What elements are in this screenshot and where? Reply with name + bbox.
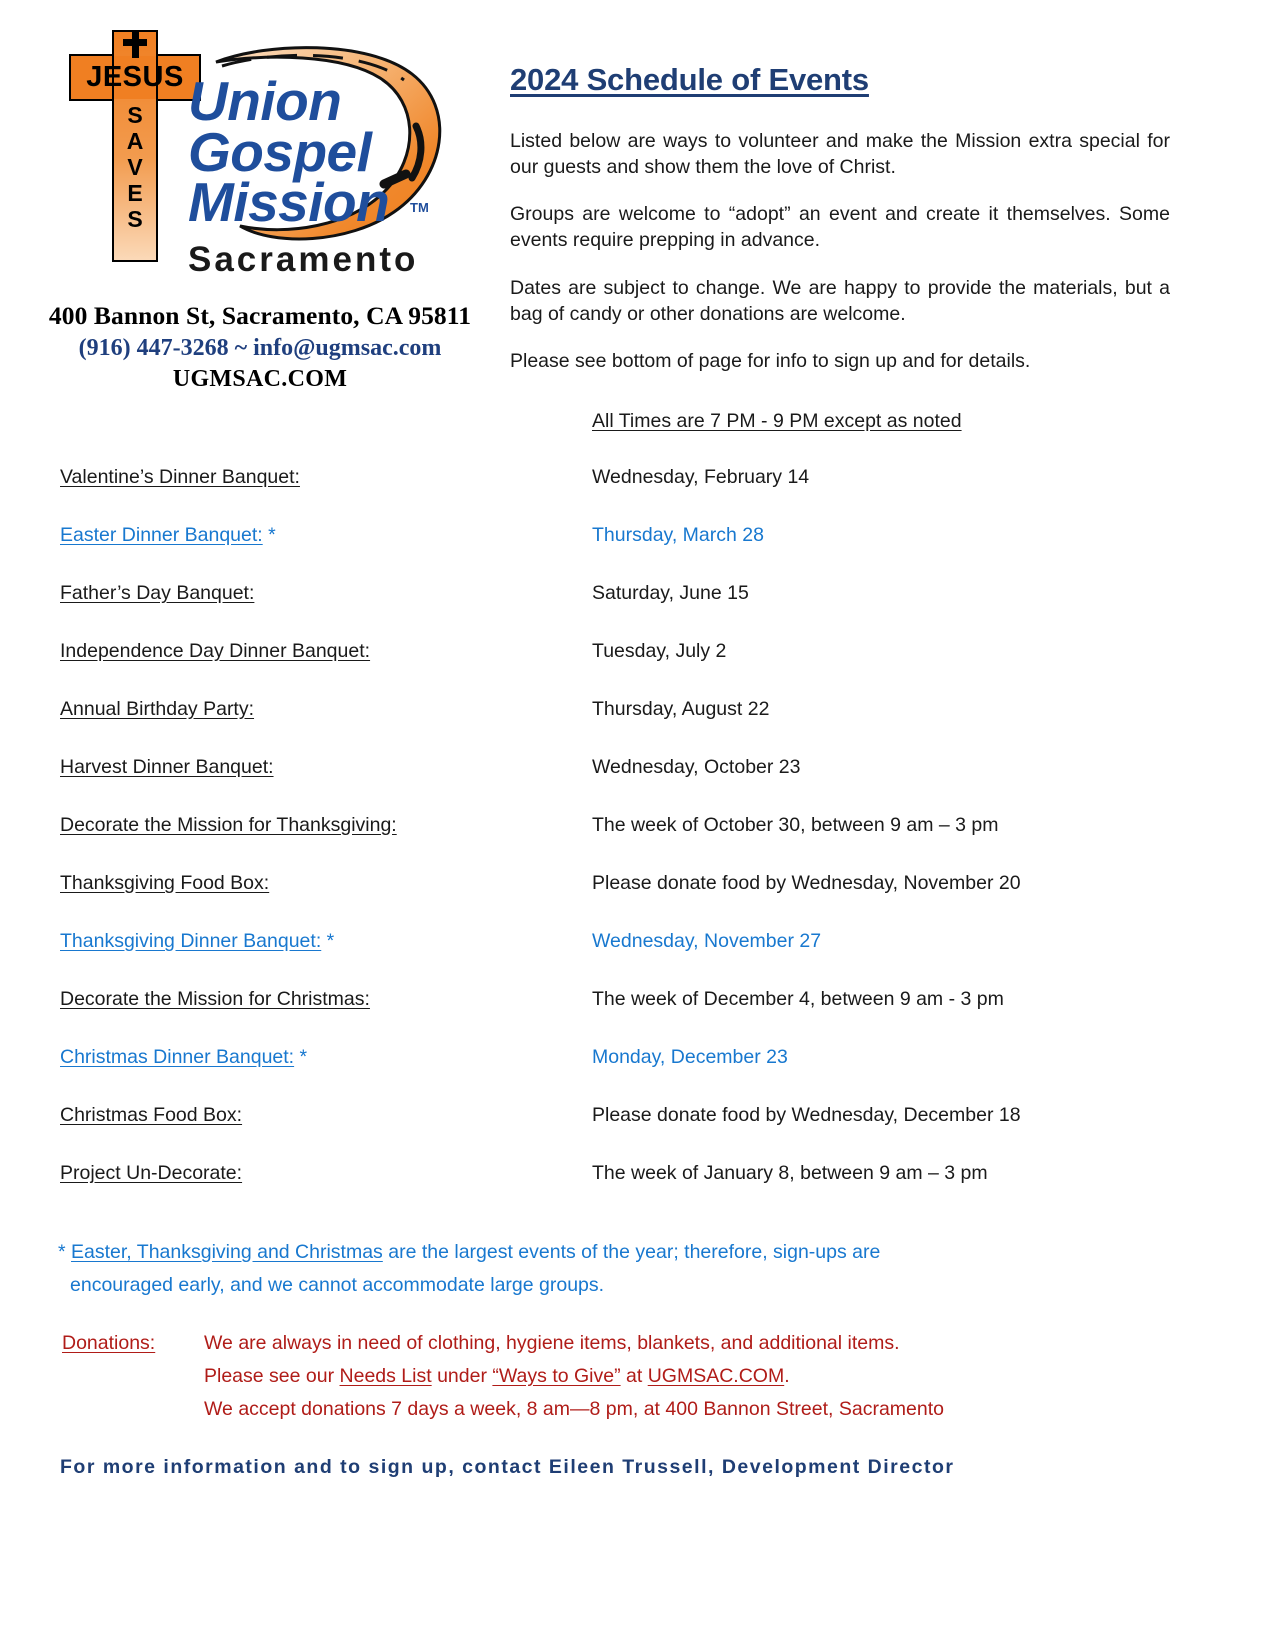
event-label xyxy=(60,524,276,546)
event-date: Monday, December 23 xyxy=(592,1046,788,1068)
event-label xyxy=(60,1046,307,1068)
donations-line2-period: . xyxy=(784,1365,790,1387)
intro-paragraph-1: Listed below are ways to volunteer and make the Mission extra special for our guests and show them the love of Christ. xyxy=(510,130,1170,179)
logo-name-line1: Union xyxy=(188,70,342,132)
intro-block xyxy=(510,62,1170,374)
event-label xyxy=(60,640,370,662)
event-row xyxy=(0,1104,1275,1162)
event-label xyxy=(60,698,254,720)
event-label-text: Harvest Dinner Banquet: xyxy=(60,756,274,778)
organization-logo xyxy=(45,18,475,396)
event-date: Please donate food by Wednesday, November 20 xyxy=(592,872,1021,894)
event-asterisk: * xyxy=(321,930,335,952)
event-label-text: Independence Day Dinner Banquet: xyxy=(60,640,371,662)
ways-to-give-link[interactable]: “Ways to Give” xyxy=(492,1365,621,1387)
donations-line-1: We are always in need of clothing, hygiene items, blankets, and additional items. xyxy=(204,1332,900,1354)
footnote-line2: encouraged early, and we cannot accommodate large groups. xyxy=(70,1274,605,1296)
event-label xyxy=(60,872,269,894)
logo-city-text: Sacramento xyxy=(188,240,419,279)
event-label-text: Project Un-Decorate: xyxy=(60,1162,243,1184)
event-row xyxy=(0,582,1275,640)
event-date: Thursday, August 22 xyxy=(592,698,770,720)
event-date: The week of October 30, between 9 am – 3 pm xyxy=(592,814,999,836)
event-row xyxy=(0,930,1275,988)
event-date: The week of January 8, between 9 am – 3 pm xyxy=(592,1162,988,1184)
donations-label: Donations: xyxy=(62,1332,156,1354)
logo-name-text xyxy=(188,70,390,234)
contact-footer: For more information and to sign up, contact Eileen Trussell, Development Director xyxy=(60,1456,955,1478)
event-label xyxy=(60,1162,242,1184)
donations-line2-at: at xyxy=(620,1365,648,1387)
event-row xyxy=(0,1046,1275,1104)
donations-line2-mid: under xyxy=(431,1365,493,1387)
donations-block xyxy=(62,1327,1182,1426)
event-date: Wednesday, October 23 xyxy=(592,756,801,778)
event-row xyxy=(0,1162,1275,1220)
event-label-text: Decorate the Mission for Thanksgiving: xyxy=(60,814,397,836)
intro-paragraph-3: Dates are subject to change. We are happy to provide the materials, but a bag of candy or other donations are welcome. xyxy=(510,276,1170,325)
document-header xyxy=(0,0,1275,400)
event-row xyxy=(0,988,1275,1046)
event-date: Wednesday, November 27 xyxy=(592,930,822,952)
small-cross-icon xyxy=(123,32,147,58)
logo-name-line3: Mission xyxy=(188,171,390,234)
donations-lines xyxy=(204,1327,1182,1426)
event-label-text: Thanksgiving Dinner Banquet: xyxy=(60,930,322,952)
event-row xyxy=(0,814,1275,872)
event-label-text: Father’s Day Banquet: xyxy=(60,582,255,604)
intro-paragraph-4: Please see bottom of page for info to sign up and for details. xyxy=(510,349,1031,372)
logo-street-address: 400 Bannon St, Sacramento, CA 95811 xyxy=(48,301,472,330)
event-label xyxy=(60,466,300,488)
asterisk-footnote xyxy=(58,1236,1158,1302)
donations-line-3: We accept donations 7 days a week, 8 am—8 pm, at 400 Bannon Street, Sacramento xyxy=(204,1398,944,1420)
event-date: Saturday, June 15 xyxy=(592,582,749,604)
event-row xyxy=(0,466,1275,524)
event-label-text: Annual Birthday Party: xyxy=(60,698,255,720)
footnote-holidays: Easter, Thanksgiving and Christmas xyxy=(71,1241,383,1263)
logo-artwork xyxy=(60,18,460,293)
footnote-rest: are the largest events of the year; therefore, sign-ups are xyxy=(382,1241,881,1263)
event-label-text: Christmas Food Box: xyxy=(60,1104,243,1126)
logo-jesus-text: JESUS xyxy=(86,61,184,93)
event-date: Tuesday, July 2 xyxy=(592,640,727,662)
event-row xyxy=(0,524,1275,582)
event-label-text: Easter Dinner Banquet: xyxy=(60,524,263,546)
event-label xyxy=(60,756,274,778)
donations-line-2 xyxy=(204,1360,1182,1393)
event-label xyxy=(60,930,334,952)
event-row xyxy=(0,872,1275,930)
events-schedule-list xyxy=(0,466,1275,1220)
logo-saves-text: S A V E S xyxy=(126,102,144,232)
ugmsac-website-link[interactable]: UGMSAC.COM xyxy=(647,1365,785,1387)
event-asterisk: * xyxy=(294,1046,308,1068)
event-row xyxy=(0,640,1275,698)
needs-list-link[interactable]: Needs List xyxy=(339,1365,432,1387)
event-label-text: Thanksgiving Food Box: xyxy=(60,872,270,894)
intro-paragraph-2: Groups are welcome to “adopt” an event and create it themselves. Some events require prepping in advance. xyxy=(510,203,1170,252)
event-label xyxy=(60,1104,242,1126)
event-asterisk: * xyxy=(262,524,276,546)
times-note: All Times are 7 PM - 9 PM except as noted xyxy=(592,410,962,432)
event-label-text: Christmas Dinner Banquet: xyxy=(60,1046,295,1068)
footnote-star: * xyxy=(58,1241,72,1263)
event-date: The week of December 4, between 9 am - 3 pm xyxy=(592,988,1004,1010)
logo-website: UGMSAC.COM xyxy=(172,366,348,393)
event-label xyxy=(60,582,254,604)
logo-phone-email: (916) 447-3268 ~ info@ugmsac.com xyxy=(78,334,442,361)
event-date: Thursday, March 28 xyxy=(592,524,764,546)
event-row xyxy=(0,756,1275,814)
logo-trademark: TM xyxy=(410,200,429,215)
donations-line2-prefix: Please see our xyxy=(204,1365,340,1387)
event-row xyxy=(0,698,1275,756)
event-date: Wednesday, February 14 xyxy=(592,466,810,488)
event-label-text: Valentine’s Dinner Banquet: xyxy=(60,466,300,488)
logo-address-block xyxy=(45,299,475,396)
event-label xyxy=(60,814,397,836)
logo-name-line2: Gospel xyxy=(188,120,372,183)
event-date: Please donate food by Wednesday, December 18 xyxy=(592,1104,1021,1126)
event-label-text: Decorate the Mission for Christmas: xyxy=(60,988,370,1010)
event-label xyxy=(60,988,370,1010)
page-title: 2024 Schedule of Events xyxy=(510,62,869,97)
